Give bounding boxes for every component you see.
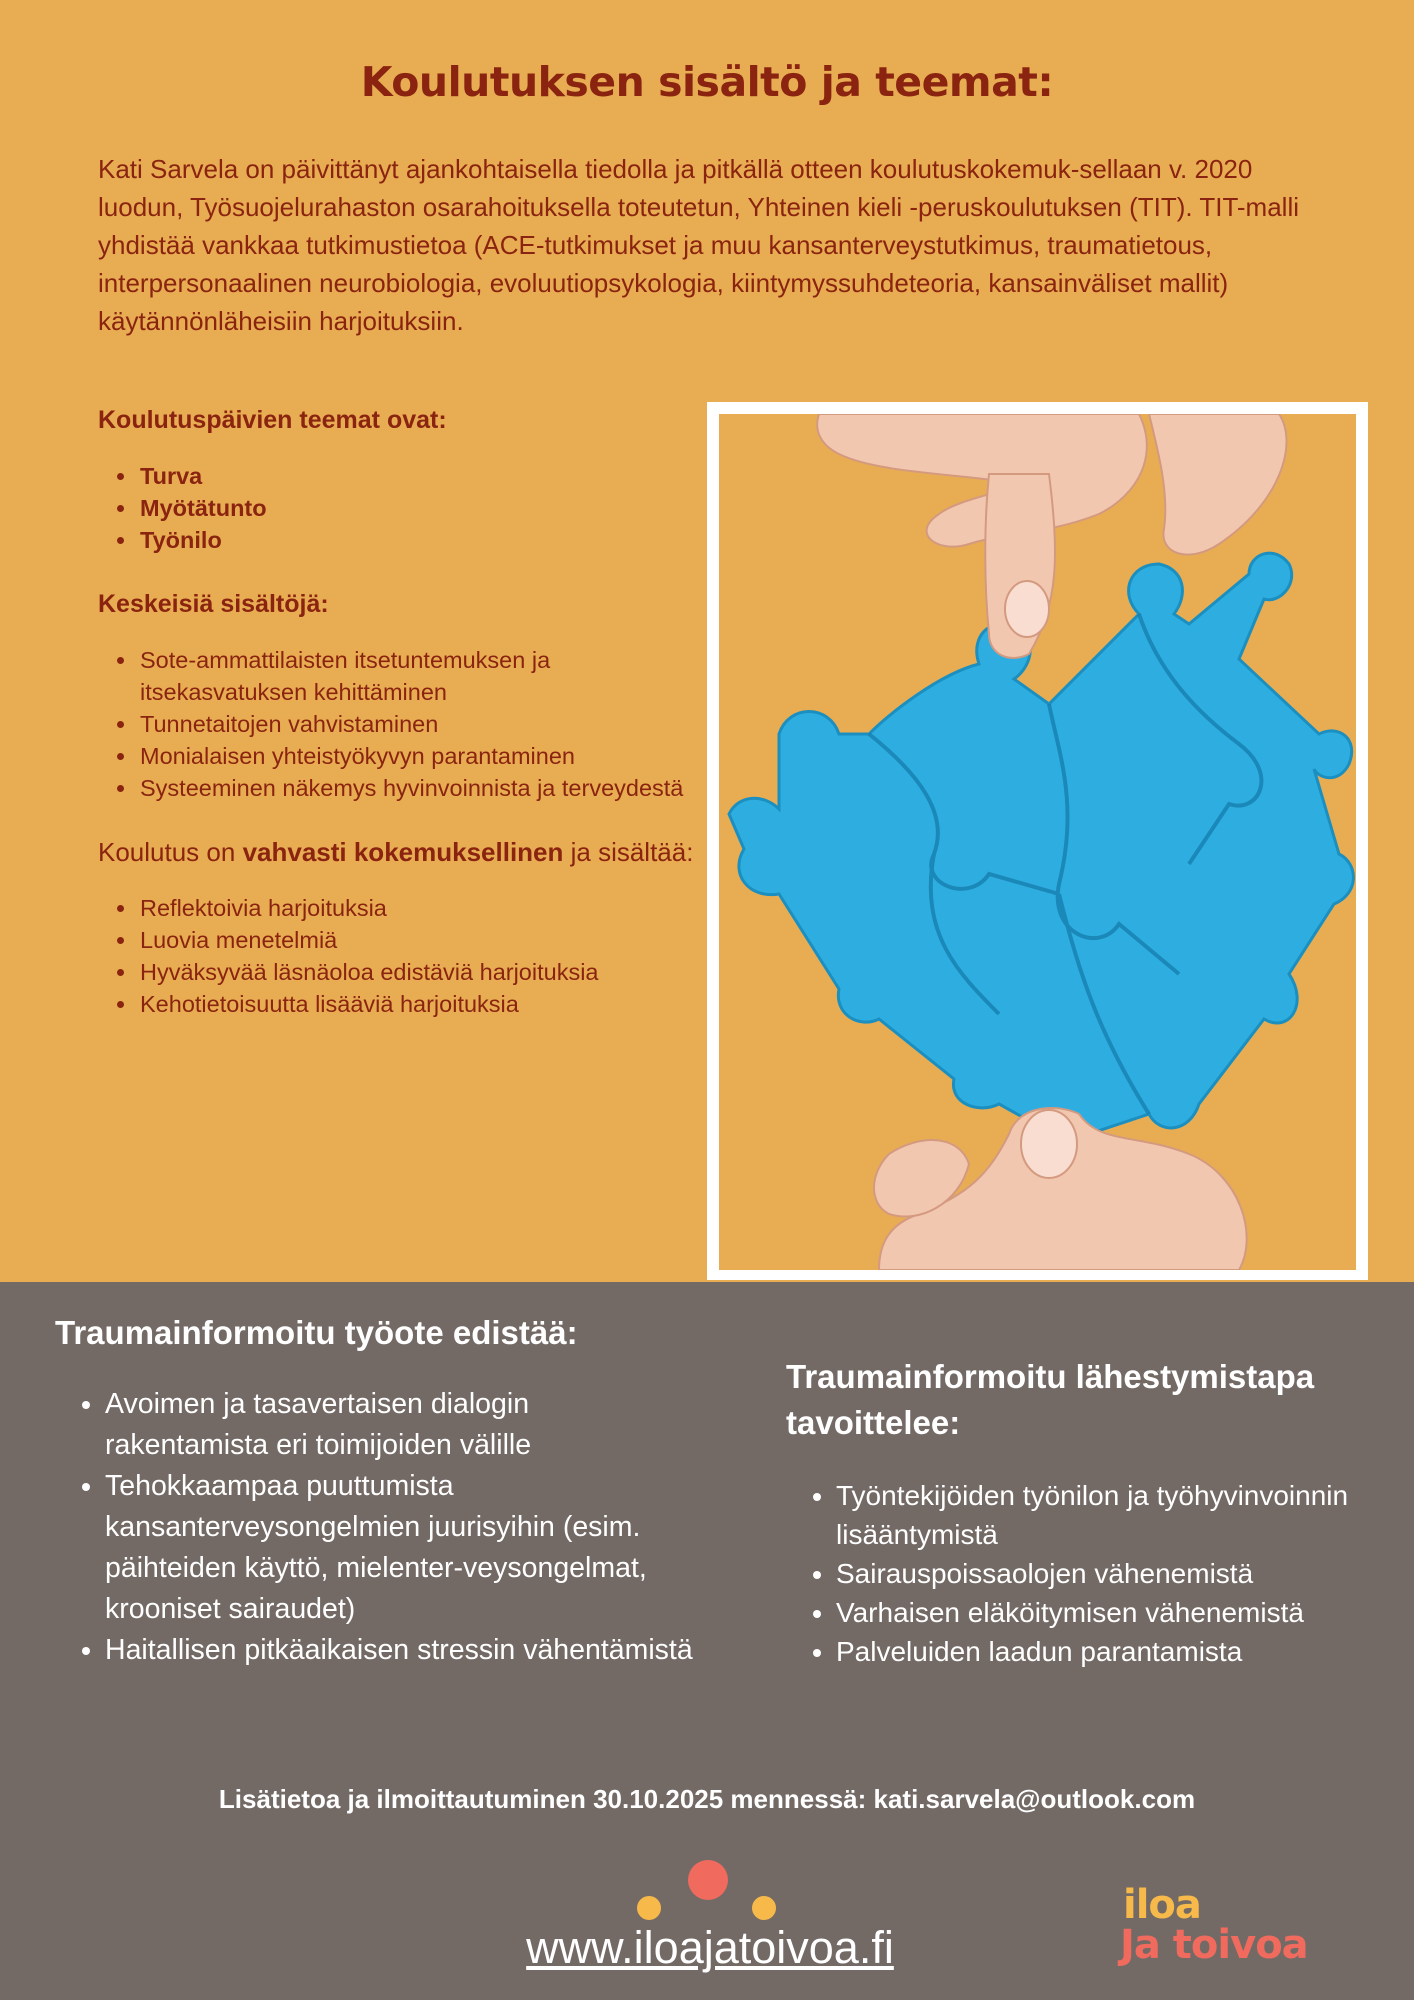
themes-list (98, 460, 698, 556)
list-item: • Hyväksyvää läsnäoloa edistäviä harjoituksia (138, 956, 698, 988)
list-item: • Avoimen ja tasavertaisen dialogin rakentamista eri toimijoiden välille (105, 1384, 695, 1466)
dots-icon (630, 1860, 790, 1920)
page-title: Koulutuksen sisältö ja teemat: (360, 58, 1054, 106)
aims-list (786, 1476, 1376, 1671)
photo (719, 414, 1356, 1270)
list-item: • Haitallisen pitkäaikaisen stressin vähentämistä (105, 1630, 695, 1671)
promotes-list (55, 1384, 695, 1671)
promotes-heading: Traumainformoitu työote edistää: (55, 1314, 578, 1351)
list-item: • Reflektoivia harjoituksia (138, 892, 698, 924)
contact-info: Lisätietoa ja ilmoittautuminen 30.10.2025 mennessä: kati.sarvela@outlook.com (218, 1784, 1196, 1814)
list-item: • Luovia menetelmiä (138, 924, 698, 956)
experiential-paragraph (98, 834, 698, 870)
list-item: • Monialaisen yhteistyökyvyn parantaminen (138, 740, 698, 772)
website-link[interactable]: www.iloajatoivoa.fi (526, 1922, 894, 1973)
left-column (98, 402, 698, 1050)
themes-heading: Koulutuspäivien teemat ovat: (98, 406, 447, 434)
promotes-column (55, 1310, 695, 1671)
aims-column (786, 1354, 1376, 1671)
list-item: • Työnilo (138, 524, 698, 556)
experiential-post: ja sisältää: (563, 837, 694, 867)
list-item: • Myötätunto (138, 492, 698, 524)
list-item: • Sote-ammattilaisten itsetuntemuksen ja itsekasvatuksen kehittäminen (138, 644, 698, 708)
contents-heading: Keskeisiä sisältöjä: (98, 590, 329, 618)
logo-line2: Ja toivoa (1120, 1922, 1308, 1968)
logo (1120, 1882, 1320, 1982)
intro-paragraph: Kati Sarvela on päivittänyt ajankohtaisella tiedolla ja pitkällä otteen koulutuskokemuk-sellaan v. 2020 luodun, Työsuojelurahaston osarahoituksella toteutetun, Yhteinen kieli -peruskoulutuksen (TIT). TIT-malli yhdistää vankkaa tutkimustietoa (ACE-tutkimukset ja muu kansanterveystutkimus, traumatietous, interpersonaalinen neurobiologia, evoluutiopsykologia, kiintymyssuhdeteoria, kansainväliset mallit) käytännönläheisiin harjoituksiin. (98, 154, 1300, 336)
experiential-pre: Koulutus on (98, 837, 243, 867)
list-item: • Sairauspoissaolojen vähenemistä (836, 1554, 1376, 1593)
list-item: • Tunnetaitojen vahvistaminen (138, 708, 698, 740)
aims-heading: Traumainformoitu lähestymistapa tavoittelee: (786, 1358, 1315, 1441)
list-item: • Työntekijöiden työnilon ja työhyvinvoinnin lisääntymistä (836, 1476, 1376, 1554)
puzzle-hands-icon (719, 414, 1356, 1270)
list-item: • Kehotietoisuutta lisääviä harjoituksia (138, 988, 698, 1020)
list-item: • Systeeminen näkemys hyvinvoinnista ja terveydestä (138, 772, 698, 804)
list-item: • Tehokkaampaa puuttumista kansanterveysongelmien juurisyihin (esim. päihteiden käyttö, mielenter-veysongelmat, krooniset sairaudet) (105, 1466, 695, 1630)
bottom-section (0, 1282, 1414, 2000)
experiential-list (98, 892, 698, 1020)
experiential-bold: vahvasti kokemuksellinen (242, 837, 564, 867)
contents-list (98, 644, 698, 804)
list-item: • Turva (138, 460, 698, 492)
list-item: • Palveluiden laadun parantamista (836, 1632, 1376, 1671)
photo-frame (707, 402, 1368, 1280)
logo-line1: iloa (1123, 1882, 1201, 1928)
list-item: • Varhaisen eläköitymisen vähenemistä (836, 1593, 1376, 1632)
